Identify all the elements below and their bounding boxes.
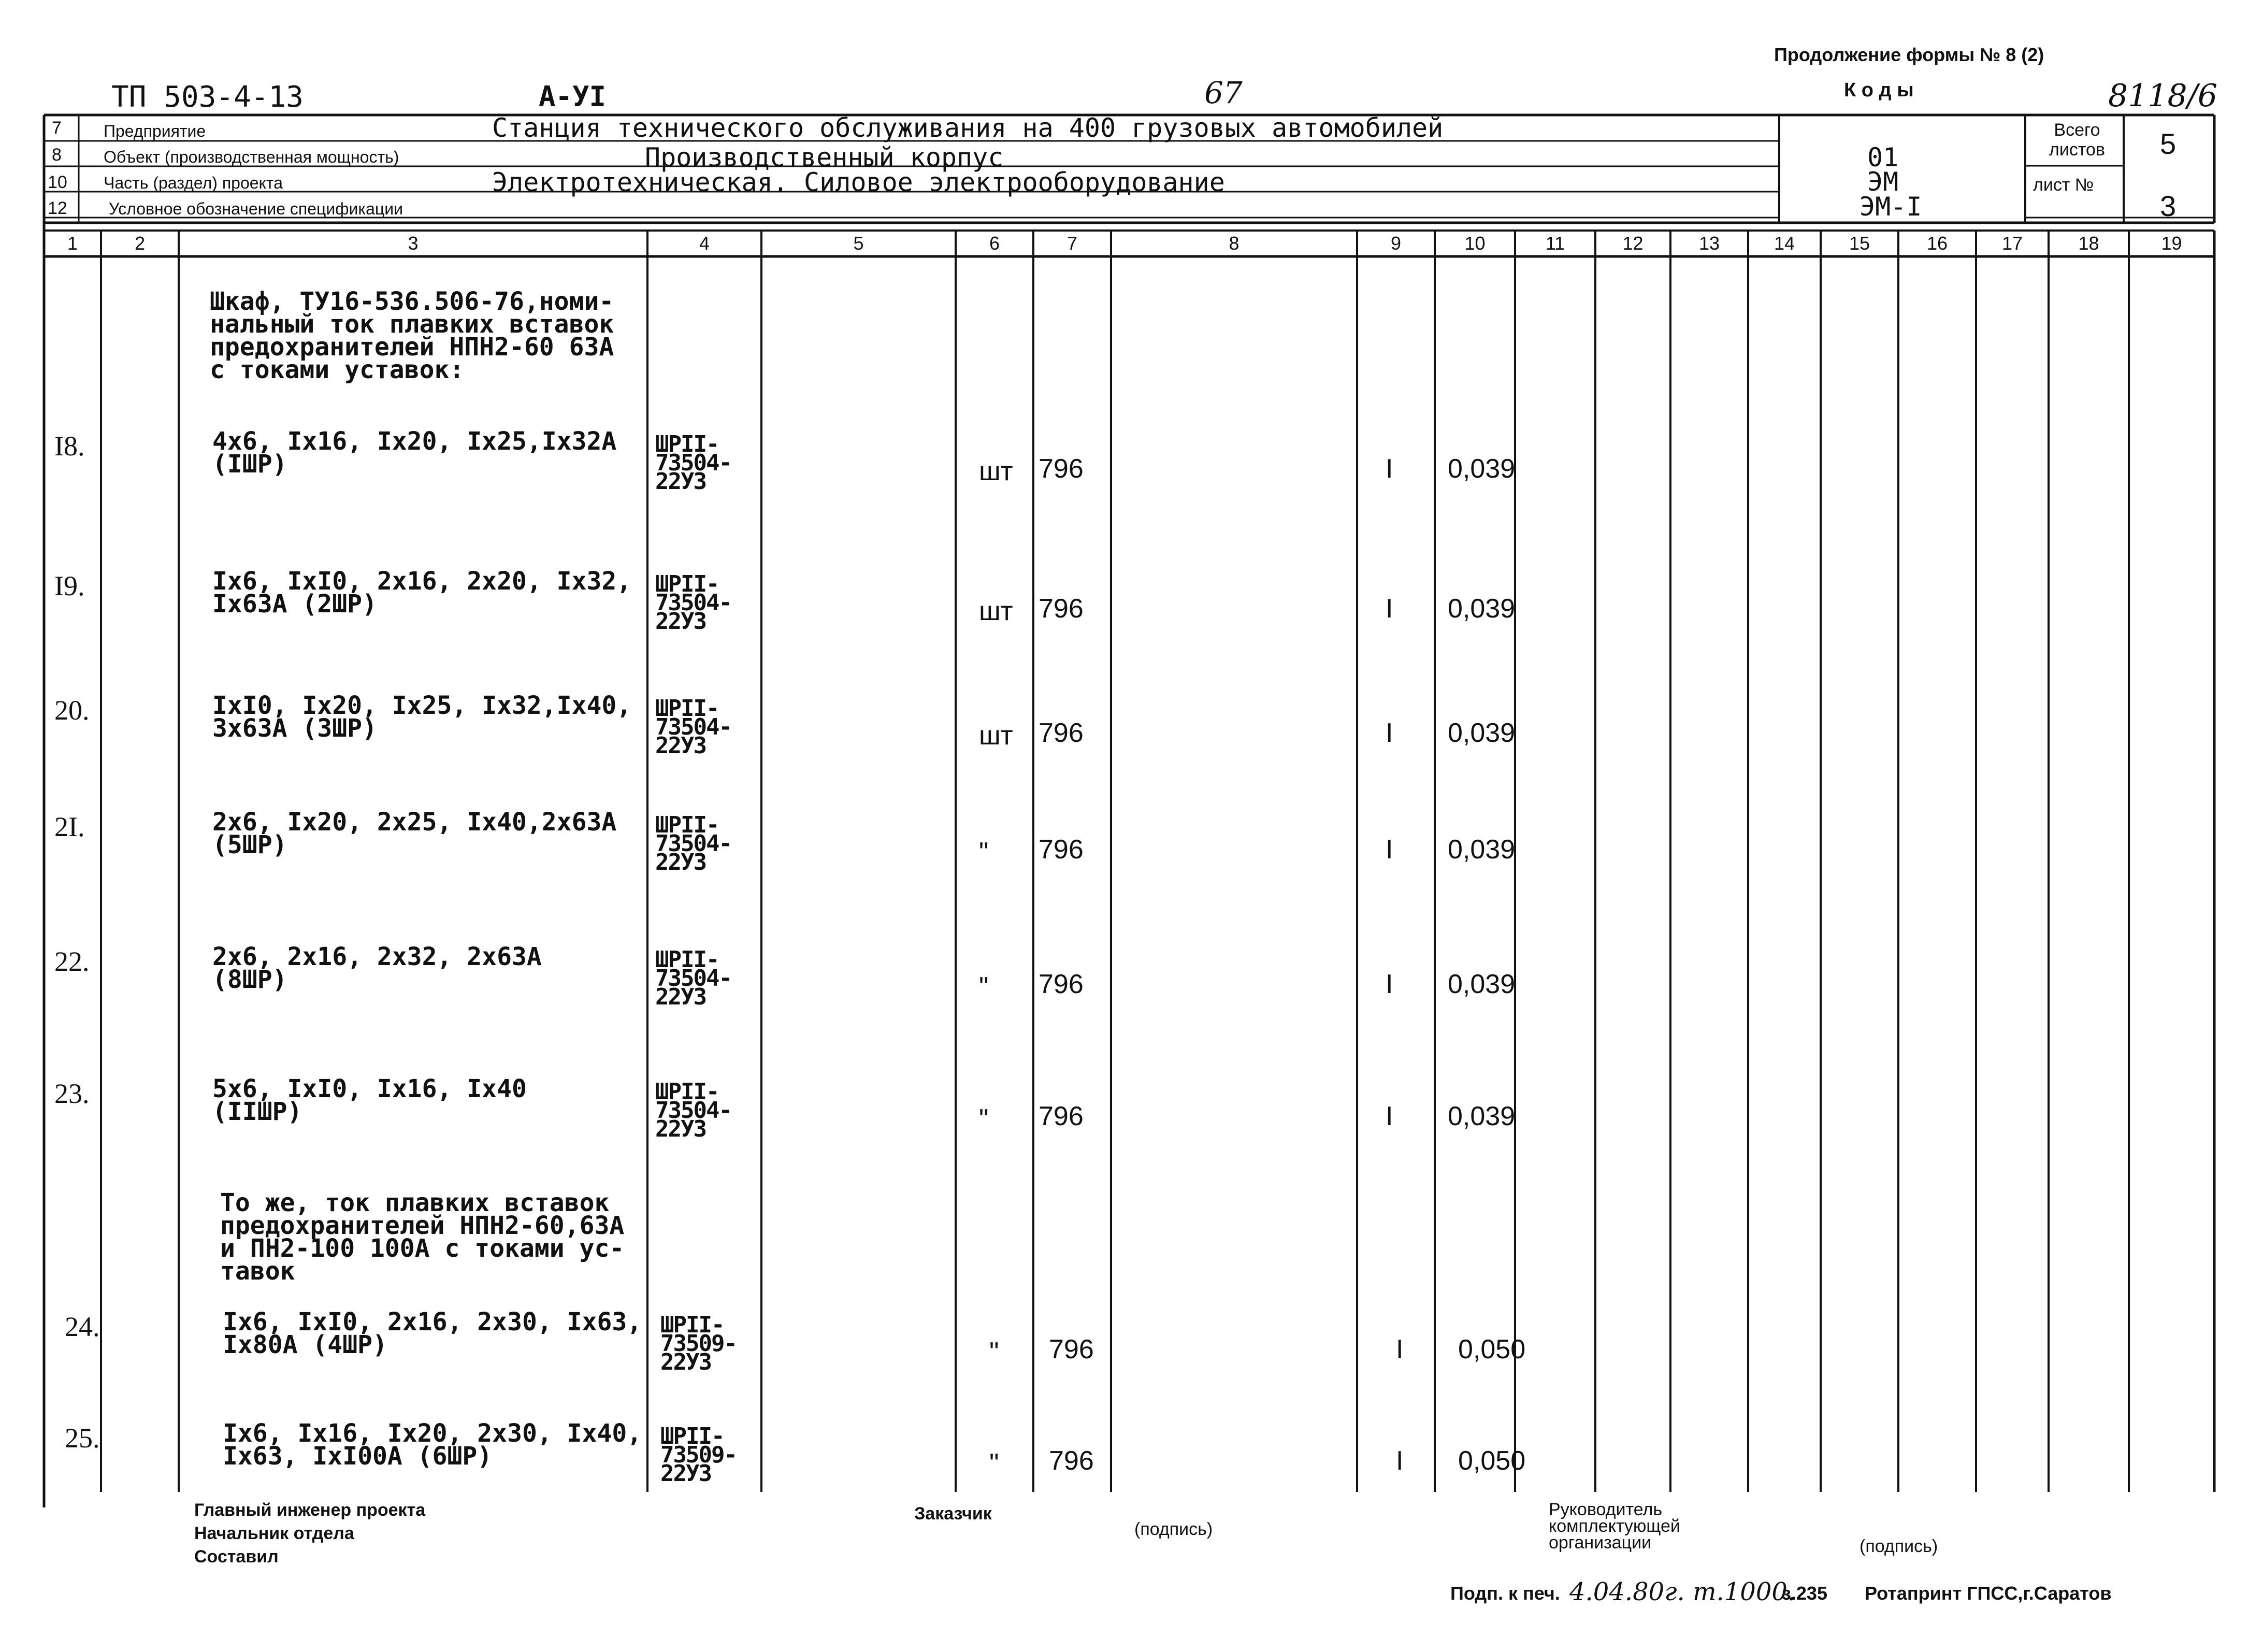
header-row-num-10: 10 bbox=[48, 173, 67, 192]
column-number: 15 bbox=[1849, 233, 1870, 254]
item-quantity: I bbox=[1386, 1101, 1393, 1131]
item-position: 20. bbox=[54, 695, 90, 726]
page-number: 67 bbox=[1204, 75, 1243, 110]
item-quantity: I bbox=[1396, 1446, 1404, 1476]
item-description: IхI0, Iх20, Iх25, Iх32,Iх40, 3х63А (3ШР) bbox=[212, 691, 632, 743]
item-okei-code: 796 bbox=[1049, 1446, 1094, 1476]
item-mass: 0,050 bbox=[1458, 1334, 1526, 1364]
supplier-head-label: Руководитель комплектующей организации bbox=[1549, 1500, 1680, 1553]
customer-label: Заказчик bbox=[914, 1504, 992, 1524]
item-description: 5х6, IхI0, Iх16, Iх40 (IIШР) bbox=[212, 1074, 527, 1126]
item-code: ШРII- 73504- 22У3 bbox=[655, 431, 731, 495]
sheet-number-label: лист № bbox=[2033, 175, 2094, 195]
codes-label: К о д ы bbox=[1844, 79, 1914, 101]
item-quantity: I bbox=[1386, 454, 1393, 484]
item-mass: 0,039 bbox=[1448, 1101, 1516, 1131]
header-row-num-8: 8 bbox=[52, 145, 62, 165]
item-mass: 0,039 bbox=[1448, 835, 1516, 865]
total-sheets-label: Всего листов bbox=[2049, 120, 2105, 160]
item-description: Iх6, IхI0, 2х16, 2х30, Iх63, Iх80А (4ШР) bbox=[223, 1308, 642, 1359]
item-code: ШРII- 73504- 22У3 bbox=[655, 1079, 731, 1142]
column-number: 19 bbox=[2161, 233, 2182, 254]
item-okei-code: 796 bbox=[1039, 1101, 1084, 1131]
item-quantity: I bbox=[1386, 969, 1393, 999]
item-mass: 0,039 bbox=[1448, 969, 1516, 999]
item-position: 23. bbox=[54, 1078, 90, 1109]
column-number: 2 bbox=[134, 233, 146, 254]
header-label-part: Часть (раздел) проекта bbox=[104, 174, 283, 192]
column-number: 13 bbox=[1699, 233, 1720, 254]
chief-engineer-label: Главный инженер проекта bbox=[194, 1500, 426, 1520]
item-quantity: I bbox=[1386, 835, 1393, 865]
item-description: 2х6, 2х16, 2х32, 2х63А (8ШР) bbox=[212, 942, 542, 994]
item-unit: " bbox=[979, 1104, 989, 1134]
item-position: 25. bbox=[65, 1423, 100, 1454]
column-number: 8 bbox=[1229, 233, 1239, 254]
item-okei-code: 796 bbox=[1039, 835, 1084, 865]
column-number: 17 bbox=[2002, 233, 2023, 254]
column-number: 12 bbox=[1622, 233, 1644, 254]
item-mass: 0,050 bbox=[1458, 1446, 1526, 1476]
header-value-object: Производственный корпус bbox=[645, 142, 1004, 173]
item-position: 2I. bbox=[54, 811, 85, 842]
item-unit: " bbox=[989, 1337, 999, 1367]
item-unit: " bbox=[989, 1448, 999, 1478]
item-position: I9. bbox=[54, 570, 85, 601]
order-number: з.235 bbox=[1782, 1583, 1827, 1604]
item-okei-code: 796 bbox=[1049, 1334, 1094, 1364]
column-number: 6 bbox=[989, 233, 1000, 254]
group2-description: То же, ток плавких вставок предохранителей НПН2-60,63А и ПН2-100 100А с токами ус- тавок bbox=[220, 1188, 625, 1286]
item-unit: шт bbox=[979, 456, 1013, 486]
print-info-label: Подп. к печ. bbox=[1450, 1583, 1560, 1604]
intro-description: Шкаф, ТУ16-536.506-76,номи- нальный ток плавких вставок предохранителей НПН2-60 63А с токами уставок: bbox=[210, 287, 614, 384]
header-label-designation: Условное обозначение спецификации bbox=[109, 199, 403, 218]
column-number: 11 bbox=[1545, 233, 1565, 254]
item-position: 24. bbox=[65, 1311, 100, 1342]
column-number: 4 bbox=[699, 233, 710, 254]
item-code: ШРII- 73509- 22У3 bbox=[660, 1423, 737, 1487]
header-label-enterprise: Предприятие bbox=[104, 122, 206, 140]
item-mass: 0,039 bbox=[1448, 594, 1516, 624]
item-code: ШРII- 73504- 22У3 bbox=[655, 695, 731, 759]
item-mass: 0,039 bbox=[1448, 454, 1516, 484]
item-code: ШРII- 73509- 22У3 bbox=[660, 1312, 737, 1375]
item-description: Iх6, IхI0, 2х16, 2х20, Iх32, Iх63А (2ШР) bbox=[212, 567, 632, 619]
item-position: I8. bbox=[54, 430, 85, 462]
column-number: 16 bbox=[1927, 233, 1948, 254]
item-description: Iх6, Iх16, Iх20, 2х30, Iх40, Iх63, IхI00А (6ШР) bbox=[223, 1419, 642, 1471]
inventory-number: 8118/6 bbox=[2108, 78, 2218, 114]
print-date: 4.04.80г. т.1000. bbox=[1569, 1577, 1796, 1606]
item-description: 4х6, Iх16, Iх20, Iх25,Iх32А (IШР) bbox=[212, 427, 617, 479]
column-number: 18 bbox=[2078, 233, 2099, 254]
header-label-object: Объект (производственная мощность) bbox=[104, 148, 399, 166]
item-description: 2х6, Iх20, 2х25, Iх40,2х63А (5ШР) bbox=[212, 808, 617, 859]
total-sheets-value: 5 bbox=[2160, 127, 2176, 160]
supplier-signature-caption: (подпись) bbox=[1860, 1536, 1938, 1556]
form-continuation-label: Продолжение формы № 8 (2) bbox=[1774, 44, 2044, 65]
item-okei-code: 796 bbox=[1039, 594, 1084, 624]
header-value-part: Электротехническая. Силовое электрооборудование bbox=[492, 167, 1225, 197]
item-unit: " bbox=[979, 972, 989, 1002]
column-number: 3 bbox=[408, 233, 419, 254]
item-okei-code: 796 bbox=[1039, 454, 1084, 484]
compiled-by-label: Составил bbox=[194, 1547, 279, 1567]
sheet-number-value: 3 bbox=[2160, 190, 2176, 222]
header-row-num-7: 7 bbox=[52, 118, 62, 138]
document-code: ТП 503-4-13 bbox=[111, 80, 304, 114]
item-code: ШРII- 73504- 22У3 bbox=[655, 571, 731, 635]
album-code: А-УI bbox=[539, 80, 607, 113]
item-code: ШРII- 73504- 22У3 bbox=[655, 946, 731, 1010]
column-number: 9 bbox=[1390, 233, 1402, 254]
customer-signature-caption: (подпись) bbox=[1134, 1519, 1213, 1539]
column-number: 7 bbox=[1066, 233, 1078, 254]
item-unit: шт bbox=[979, 596, 1013, 626]
column-number: 14 bbox=[1774, 233, 1795, 254]
item-unit: " bbox=[979, 837, 989, 867]
header-code-designation: ЭМ-I bbox=[1860, 192, 1922, 222]
item-code: ШРII- 73504- 22У3 bbox=[655, 812, 731, 875]
item-quantity: I bbox=[1396, 1334, 1404, 1364]
item-okei-code: 796 bbox=[1039, 718, 1084, 748]
column-number: 1 bbox=[67, 233, 78, 254]
header-value-enterprise: Станция технического обслуживания на 400 грузовых автомобилей bbox=[492, 113, 1444, 143]
header-code-part: ЭМ bbox=[1867, 167, 1899, 197]
department-head-label: Начальник отдела bbox=[194, 1524, 354, 1543]
item-quantity: I bbox=[1386, 594, 1393, 624]
header-row-num-12: 12 bbox=[48, 198, 67, 218]
item-position: 22. bbox=[54, 946, 90, 977]
column-number: 5 bbox=[853, 233, 864, 254]
printing-house: Ротапринт ГПСС,г.Саратов bbox=[1865, 1583, 2112, 1604]
item-okei-code: 796 bbox=[1039, 969, 1084, 999]
column-number: 10 bbox=[1464, 233, 1486, 254]
item-unit: шт bbox=[979, 721, 1013, 751]
item-mass: 0,039 bbox=[1448, 718, 1516, 748]
header-code-object: 01 bbox=[1867, 142, 1899, 173]
item-quantity: I bbox=[1386, 718, 1393, 748]
